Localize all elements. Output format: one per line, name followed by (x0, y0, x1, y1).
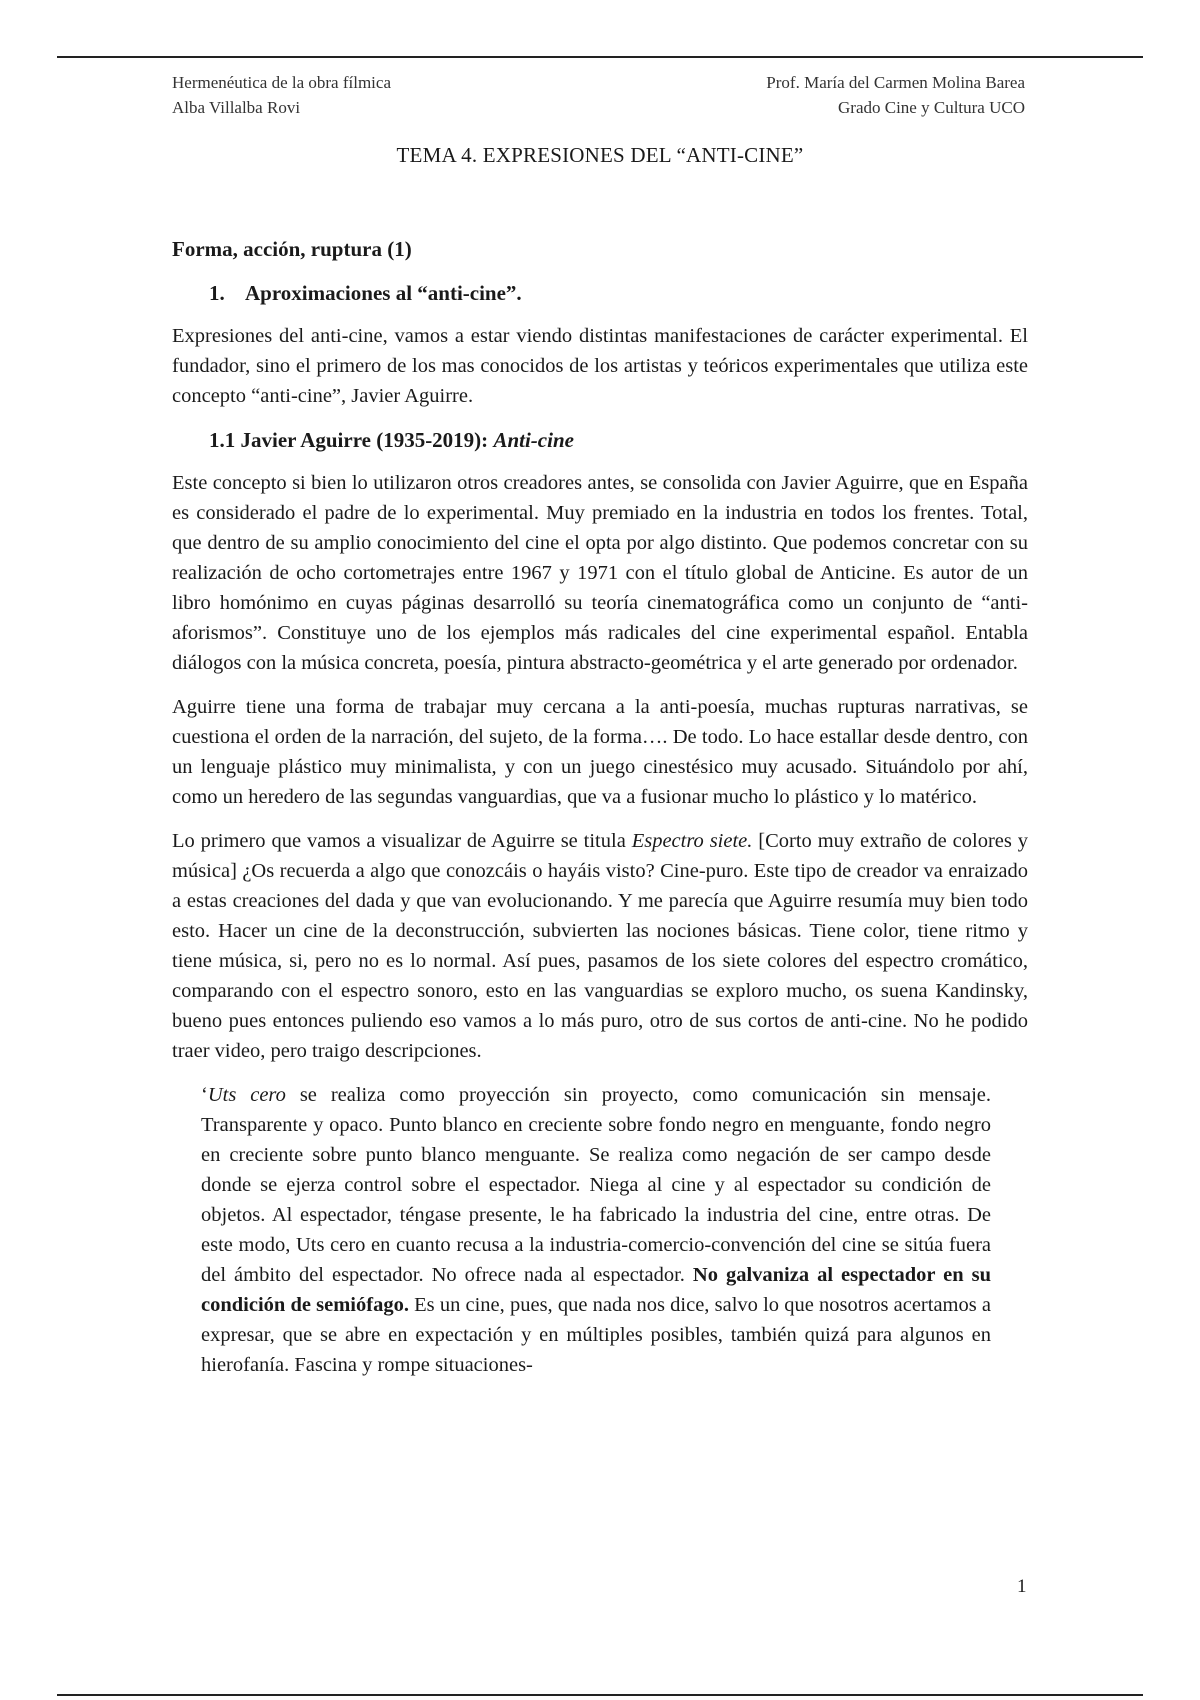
paragraph-2: Este concepto si bien lo utilizaron otros creadores antes, se consolida con Javier Aguirre, que en España es considerado el padre de lo experimental. Muy premiado en la industria en todos los frentes. Total, que dentro de su amplio conocimiento del cine el opta por algo distinto. Que podemos concretar con su realización de ocho cortometrajes entre 1967 y 1971 con el título global de Anticine. Es autor de un libro homónimo en cuyas páginas desarrolló su teoría cinematográfica como un conjunto de “anti-aforismos”. Constituye uno de los ejemplos más radicales del cine experimental español. Entabla diálogos con la música concreta, poesía, pintura abstracto-geométrica y el arte generado por ordenador. (172, 472, 1028, 674)
paragraph-4 (172, 826, 1028, 1066)
document-title: TEMA 4. EXPRESIONES DEL “ANTI-CINE” (396, 143, 804, 167)
quote-text-b: Es un cine, pues, que nada nos dice, salvo lo que nosotros acertamos a expresar, que se abre en expectación y en múltiples posibles, también quizá para algunos en hierofanía. Fascina y rompe situaciones- (201, 1294, 992, 1376)
paragraph-1: Expresiones del anti-cine, vamos a estar viendo distintas manifestaciones de carácter experimental. El fundador, sino el primero de los mas conocidos de los artistas y teóricos experimentales que utiliza este concepto “anti-cine”, Javier Aguirre. (172, 325, 1028, 407)
film-title-espectro-siete: Espectro siete. (631, 830, 753, 852)
block-quote (201, 1080, 991, 1380)
subsection-title: Aproximaciones al “anti-cine”. (245, 281, 522, 305)
document-body (172, 234, 1028, 1380)
page-number: 1 (1017, 1576, 1027, 1597)
subsection-title: 1.1 Javier Aguirre (1935-2019): (209, 428, 494, 452)
author-name: Alba Villalba Rovi (172, 98, 301, 117)
subsection-number: 1. (209, 281, 225, 305)
quote-text-a: se realiza como proyección sin proyecto, como comunicación sin mensaje. Transparente y opaco. Punto blanco en creciente sobre fondo negro en menguante, fondo negro en creciente sobre punto blanco menguante. Se realiza como negación de ser campo desde donde se ejerza control sobre el espectador. Niega al cine y al espectador su condición de objetos. Al espectador, téngase presente, le ha fabricado la industria del cine, entre otras. De este modo, Uts cero en cuanto recusa a la industria-comercio-convención del cine se sitúa fuera del ámbito del espectador. No ofrece nada al espectador. (201, 1084, 991, 1286)
section-heading: Forma, acción, ruptura (1) (172, 237, 412, 261)
professor-name: Prof. María del Carmen Molina Barea (766, 73, 1025, 92)
top-rule (57, 56, 1143, 58)
course-name: Hermenéutica de la obra fílmica (172, 73, 391, 92)
header-left (172, 70, 391, 120)
film-title-uts-cero: Uts cero (207, 1084, 286, 1106)
quote-bold-text: No galvaniza al espectador en su condición de semiófago. (201, 1264, 991, 1316)
subsection-title-italic: Anti-cine (493, 428, 574, 452)
paragraph-3: Aguirre tiene una forma de trabajar muy cercana a la anti-poesía, muchas rupturas narrativas, se cuestiona el orden de la narración, del sujeto, de la forma…. De todo. Lo hace estallar desde dentro, con un lenguaje plástico muy minimalista, y con un juego cinestésico muy acusado. Situándolo por ahí, como un heredero de las segundas vanguardias, que va a fusionar mucho lo plástico y lo matérico. (172, 696, 1028, 808)
subsection-heading-1-1 (209, 425, 1028, 455)
bottom-rule (57, 1694, 1143, 1696)
header-right (766, 70, 1025, 120)
paragraph-4-text-a: Lo primero que vamos a visualizar de Aguirre se titula (172, 830, 632, 852)
quote-open-mark: ‘ (201, 1084, 208, 1106)
subsection-heading-1 (209, 278, 1028, 308)
paragraph-4-text-b: [Corto muy extraño de colores y música] ¿Os recuerda a algo que conozcáis o hayáis visto? Cine-puro. Este tipo de creador va enraizado a estas creaciones del dada y que van evolucionando. Y me parecía que Aguirre resumía muy bien todo esto. Hacer un cine de la deconstrucción, subvierten las nociones básicas. Tiene color, tiene ritmo y tiene música, si, pero no es lo normal. Así pues, pasamos de los siete colores del espectro cromático, comparando con el espectro sonoro, esto en las vanguardias se exploro mucho, os suena Kandinsky, bueno pues entonces puliendo eso vamos a lo más puro, otro de sus cortos de anti-cine. No he podido traer video, pero traigo descripciones. (172, 830, 1028, 1062)
degree-name: Grado Cine y Cultura UCO (838, 98, 1025, 117)
